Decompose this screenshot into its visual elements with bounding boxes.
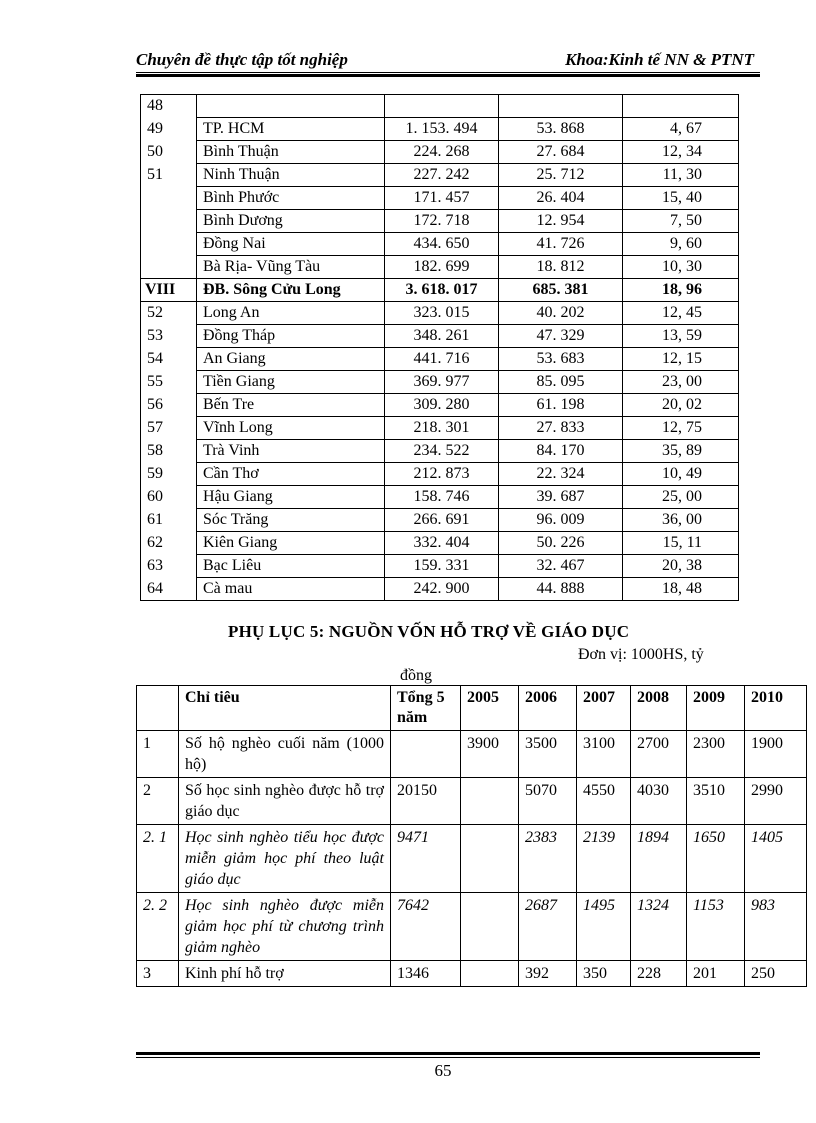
value-y2008: 2700 [631,731,687,778]
region-name: Sóc Trăng [197,509,385,532]
value-col-1: 242. 900 [385,578,499,601]
row-index: 62 [141,532,197,555]
region-name: Cần Thơ [197,463,385,486]
province-table-body [141,95,739,601]
province-row [141,210,739,233]
value-col-2: 26. 404 [499,187,623,210]
value-col-2: 22. 324 [499,463,623,486]
value-col-1: 3. 618. 017 [385,279,499,302]
province-row [141,141,739,164]
value-col-1: 212. 873 [385,463,499,486]
value-y2010: 250 [745,961,807,987]
value-col-2: 61. 198 [499,394,623,417]
value-y2009: 1153 [687,893,745,961]
row-index: 53 [141,325,197,348]
indicator-label: Số học sinh nghèo được hỗ trợ giáo dục [179,778,391,825]
row-index: 60 [141,486,197,509]
value-col-2: 53. 683 [499,348,623,371]
row-index: 57 [141,417,197,440]
value-col-1: 234. 522 [385,440,499,463]
value-y2007: 2139 [577,825,631,893]
value-col-2: 12. 954 [499,210,623,233]
education-row [137,893,807,961]
province-row [141,532,739,555]
region-name: Đồng Tháp [197,325,385,348]
header-rule-thin [136,72,760,73]
value-col-3: 20, 38 [623,555,739,578]
value-y2010: 1900 [745,731,807,778]
page-header [136,48,760,72]
value-y2010: 2990 [745,778,807,825]
education-row [137,778,807,825]
page-number: 65 [434,1061,452,1080]
value-col-3: 15, 11 [623,532,739,555]
value-col-3: 12, 34 [623,141,739,164]
province-table [140,94,739,601]
value-col-3: 12, 75 [623,417,739,440]
value-col-2: 40. 202 [499,302,623,325]
row-index: 51 [141,164,197,187]
value-col-1: 224. 268 [385,141,499,164]
header-cell-2009: 2009 [687,686,745,731]
value-col-2: 18. 812 [499,256,623,279]
value-col-3: 25, 00 [623,486,739,509]
region-name: Hậu Giang [197,486,385,509]
region-name: Bình Phước [197,187,385,210]
row-index: 50 [141,141,197,164]
value-col-1: 369. 977 [385,371,499,394]
province-row [141,394,739,417]
value-y2006: 2687 [519,893,577,961]
row-index: 52 [141,302,197,325]
value-y2006: 392 [519,961,577,987]
region-name: Đồng Nai [197,233,385,256]
value-col-3: 18, 96 [623,279,739,302]
value-col-3: 4, 67 [623,118,739,141]
row-index: 48 [141,95,197,118]
value-col-3: 15, 40 [623,187,739,210]
value-y2008: 1324 [631,893,687,961]
education-row [137,731,807,778]
value-y2008: 228 [631,961,687,987]
province-row [141,486,739,509]
value-col-3: 9, 60 [623,233,739,256]
header-left-title: Chuyên đề thực tập tốt nghiệp [136,50,348,69]
value-col-3: 20, 02 [623,394,739,417]
province-row [141,578,739,601]
value-col-2: 27. 684 [499,141,623,164]
value-col-2: 85. 095 [499,371,623,394]
province-row [141,279,739,302]
province-row [141,187,739,210]
value-total [391,731,461,778]
row-number: 1 [137,731,179,778]
value-col-3: 12, 45 [623,302,739,325]
region-name: Trà Vinh [197,440,385,463]
value-col-2: 53. 868 [499,118,623,141]
value-y2009: 201 [687,961,745,987]
header-right-title: Khoa:Kinh tế NN & PTNT [565,50,754,69]
value-col-1: 323. 015 [385,302,499,325]
row-index: 58 [141,440,197,463]
value-col-1: 159. 331 [385,555,499,578]
value-total: 20150 [391,778,461,825]
value-col-2: 25. 712 [499,164,623,187]
row-number: 2. 1 [137,825,179,893]
region-name: Bà Rịa- Vũng Tàu [197,256,385,279]
appendix-title: PHỤ LỤC 5: NGUỒN VỐN HỖ TRỢ VỀ GIÁO DỤC [228,622,630,641]
value-y2007: 4550 [577,778,631,825]
header-cell-2010: 2010 [745,686,807,731]
header-cell-2006: 2006 [519,686,577,731]
row-index [141,233,197,256]
region-name: Bến Tre [197,394,385,417]
region-name: Kiên Giang [197,532,385,555]
education-row [137,825,807,893]
value-col-1: 434. 650 [385,233,499,256]
value-total: 9471 [391,825,461,893]
region-name: Bình Dương [197,210,385,233]
region-name: TP. HCM [197,118,385,141]
province-row [141,95,739,118]
value-col-2: 47. 329 [499,325,623,348]
region-name: Tiền Giang [197,371,385,394]
value-y2007: 1495 [577,893,631,961]
row-index: 61 [141,509,197,532]
region-name: Bình Thuận [197,141,385,164]
value-col-2: 32. 467 [499,555,623,578]
value-col-2: 27. 833 [499,417,623,440]
province-row [141,509,739,532]
value-col-1: 332. 404 [385,532,499,555]
value-col-3: 11, 30 [623,164,739,187]
value-y2005 [461,778,519,825]
row-index [141,256,197,279]
province-row [141,302,739,325]
row-index: 59 [141,463,197,486]
education-row [137,961,807,987]
footer-rule-thin [136,1057,760,1058]
province-row [141,555,739,578]
province-row [141,233,739,256]
unit-label-continued: đồng [400,667,432,684]
value-y2006: 5070 [519,778,577,825]
footer-rule-thick [136,1052,760,1055]
province-row [141,371,739,394]
row-number: 2 [137,778,179,825]
row-index [141,187,197,210]
region-name: Ninh Thuận [197,164,385,187]
province-row [141,256,739,279]
province-row [141,463,739,486]
indicator-label: Số hộ nghèo cuối năm (1000 hộ) [179,731,391,778]
region-name: An Giang [197,348,385,371]
value-col-1: 158. 746 [385,486,499,509]
value-col-1: 218. 301 [385,417,499,440]
province-row [141,348,739,371]
value-col-1: 309. 280 [385,394,499,417]
value-col-3 [623,95,739,118]
value-col-1: 441. 716 [385,348,499,371]
value-col-1: 348. 261 [385,325,499,348]
value-col-3: 13, 59 [623,325,739,348]
unit-label: Đơn vị: 1000HS, tỷ [578,646,704,663]
header-rule-thick [136,74,760,77]
education-table-header-row [137,686,807,731]
value-col-3: 10, 49 [623,463,739,486]
value-col-2: 96. 009 [499,509,623,532]
value-col-2: 41. 726 [499,233,623,256]
indicator-label: Học sinh nghèo tiểu học được miễn giảm học phí theo luật giáo dục [179,825,391,893]
row-index: 55 [141,371,197,394]
value-col-2: 44. 888 [499,578,623,601]
value-y2005: 3900 [461,731,519,778]
value-col-2 [499,95,623,118]
header-cell-no [137,686,179,731]
value-y2009: 1650 [687,825,745,893]
value-y2010: 983 [745,893,807,961]
value-col-1: 227. 242 [385,164,499,187]
header-cell-2005: 2005 [461,686,519,731]
header-cell-2007: 2007 [577,686,631,731]
row-number: 3 [137,961,179,987]
row-index: 54 [141,348,197,371]
value-col-2: 50. 226 [499,532,623,555]
value-col-3: 23, 00 [623,371,739,394]
region-name: Vĩnh Long [197,417,385,440]
value-y2007: 350 [577,961,631,987]
value-col-2: 84. 170 [499,440,623,463]
region-name: Bạc Liêu [197,555,385,578]
value-col-3: 36, 00 [623,509,739,532]
value-col-1: 1. 153. 494 [385,118,499,141]
header-cell-total: Tổng 5 năm [391,686,461,731]
value-col-3: 7, 50 [623,210,739,233]
value-col-1: 182. 699 [385,256,499,279]
indicator-label: Kinh phí hỗ trợ [179,961,391,987]
region-name: Cà mau [197,578,385,601]
province-row [141,417,739,440]
value-y2006: 3500 [519,731,577,778]
region-name [197,95,385,118]
value-y2008: 1894 [631,825,687,893]
header-cell-2008: 2008 [631,686,687,731]
province-row [141,118,739,141]
value-y2006: 2383 [519,825,577,893]
province-row [141,325,739,348]
value-y2005 [461,893,519,961]
row-index: 56 [141,394,197,417]
value-col-1 [385,95,499,118]
value-y2005 [461,961,519,987]
row-number: 2. 2 [137,893,179,961]
value-col-3: 10, 30 [623,256,739,279]
value-y2009: 3510 [687,778,745,825]
value-col-2: 39. 687 [499,486,623,509]
value-y2010: 1405 [745,825,807,893]
value-y2007: 3100 [577,731,631,778]
value-total: 1346 [391,961,461,987]
value-col-3: 18, 48 [623,578,739,601]
value-col-1: 266. 691 [385,509,499,532]
row-index: 64 [141,578,197,601]
indicator-label: Học sinh nghèo được miễn giảm học phí từ chương trình giảm nghèo [179,893,391,961]
row-index: 49 [141,118,197,141]
region-name: ĐB. Sông Cửu Long [197,279,385,302]
value-col-2: 685. 381 [499,279,623,302]
value-y2008: 4030 [631,778,687,825]
row-index: 63 [141,555,197,578]
value-y2005 [461,825,519,893]
province-row [141,164,739,187]
value-col-3: 12, 15 [623,348,739,371]
value-col-1: 171. 457 [385,187,499,210]
value-col-1: 172. 718 [385,210,499,233]
value-col-3: 35, 89 [623,440,739,463]
education-table-body [137,731,807,987]
row-index [141,210,197,233]
province-row [141,440,739,463]
value-total: 7642 [391,893,461,961]
value-y2009: 2300 [687,731,745,778]
education-support-table [136,685,807,987]
row-index: VIII [141,279,197,302]
region-name: Long An [197,302,385,325]
header-cell-indicator: Chỉ tiêu [179,686,391,731]
